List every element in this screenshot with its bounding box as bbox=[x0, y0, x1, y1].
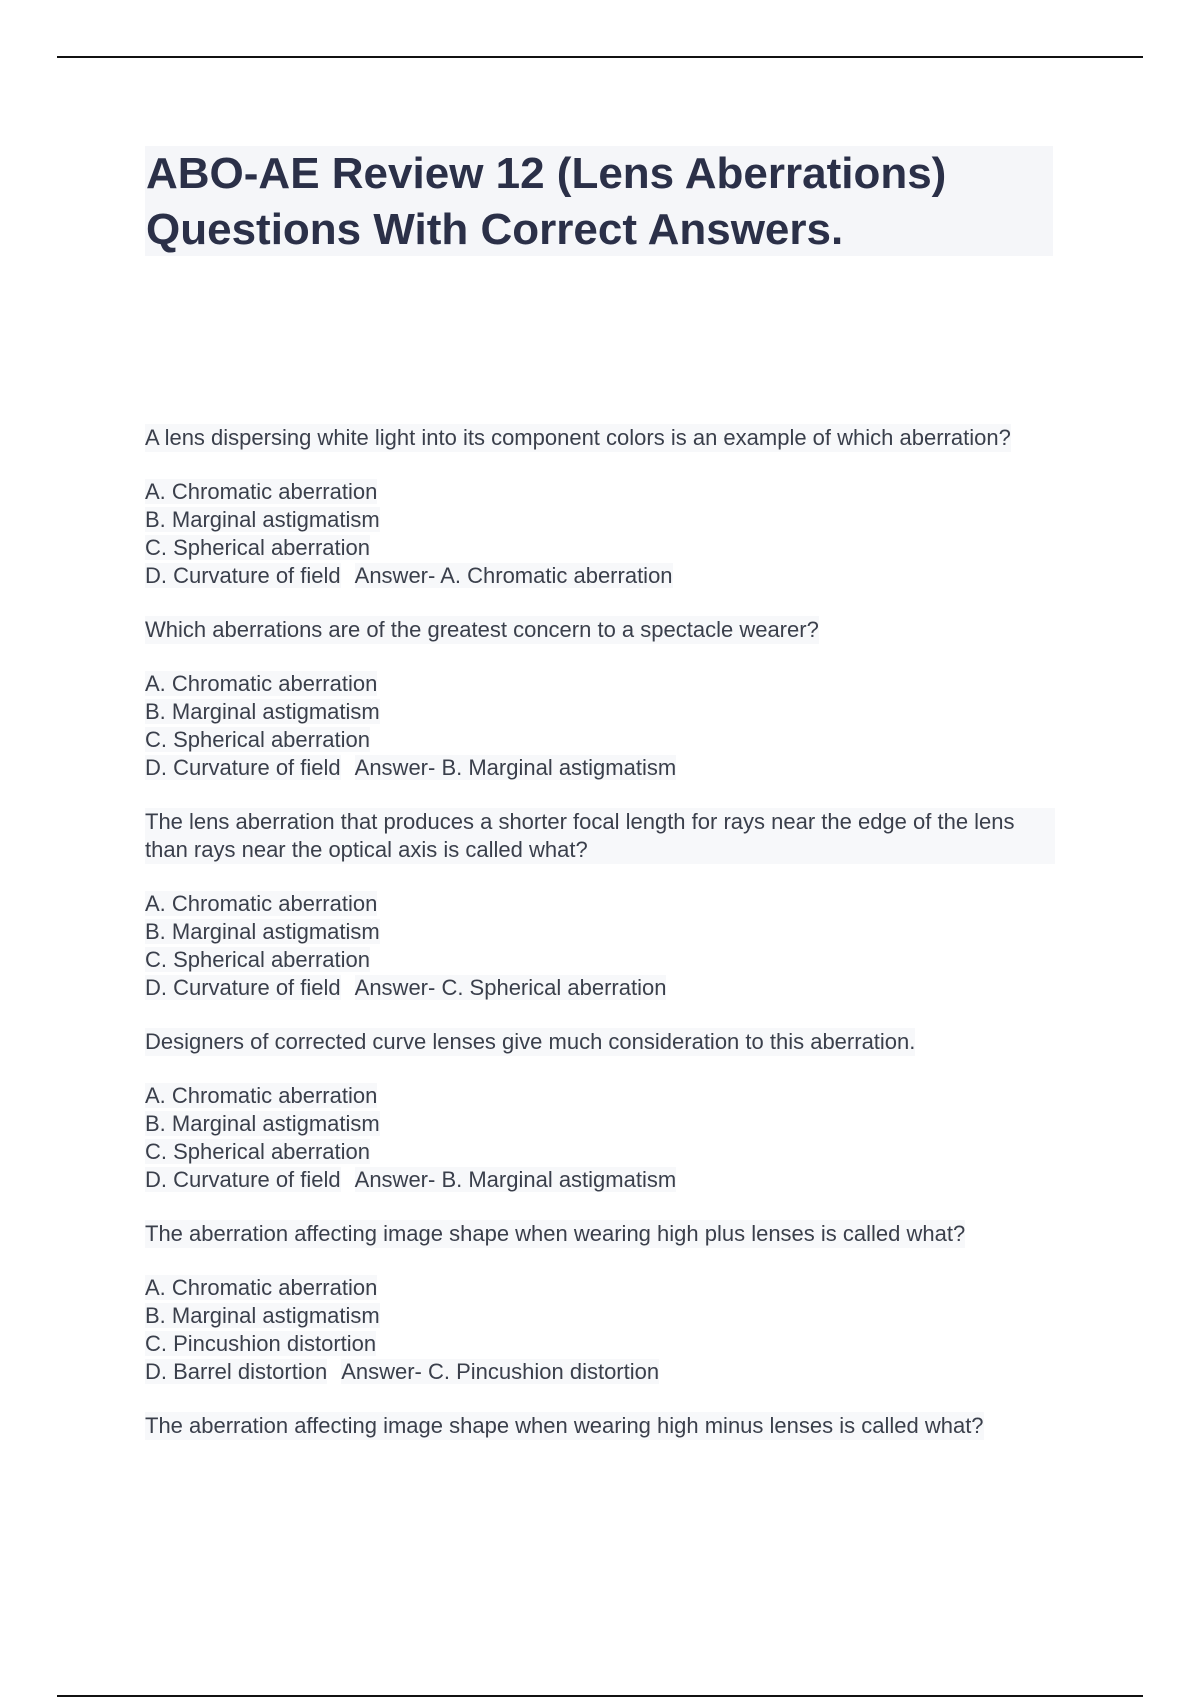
option-d: D. Curvature of field bbox=[145, 975, 341, 1000]
option-item bbox=[145, 1138, 1075, 1166]
option-a: A. Chromatic aberration bbox=[145, 1275, 378, 1300]
question-item bbox=[145, 1412, 1075, 1440]
question-list bbox=[145, 424, 1075, 1466]
option-list bbox=[145, 1274, 1075, 1386]
answer-text: Answer- C. Pincushion distortion bbox=[341, 1359, 660, 1384]
option-a: A. Chromatic aberration bbox=[145, 479, 378, 504]
option-item bbox=[145, 1302, 1075, 1330]
question-text: Designers of corrected curve lenses give much consideration to this aberration. bbox=[145, 1029, 916, 1054]
option-a: A. Chromatic aberration bbox=[145, 1083, 378, 1108]
option-item bbox=[145, 1358, 1075, 1386]
option-b: B. Marginal astigmatism bbox=[145, 919, 380, 944]
option-item bbox=[145, 534, 1075, 562]
answer-text: Answer- C. Spherical aberration bbox=[354, 975, 667, 1000]
option-item bbox=[145, 506, 1075, 534]
option-item bbox=[145, 562, 1075, 590]
option-c: C. Spherical aberration bbox=[145, 947, 371, 972]
option-item bbox=[145, 1274, 1075, 1302]
option-b: B. Marginal astigmatism bbox=[145, 1111, 380, 1136]
page-title bbox=[145, 146, 1053, 256]
question-item bbox=[145, 1028, 1075, 1194]
option-item bbox=[145, 890, 1075, 918]
question-text: Which aberrations are of the greatest concern to a spectacle wearer? bbox=[145, 617, 819, 642]
option-list bbox=[145, 890, 1075, 1002]
answer-text: Answer- B. Marginal astigmatism bbox=[354, 755, 677, 780]
option-item bbox=[145, 1166, 1075, 1194]
option-item bbox=[145, 918, 1075, 946]
option-item bbox=[145, 1082, 1075, 1110]
option-d: D. Curvature of field bbox=[145, 563, 341, 588]
option-c: C. Spherical aberration bbox=[145, 1139, 371, 1164]
question-text: A lens dispersing white light into its component colors is an example of which aberration? bbox=[145, 425, 1011, 450]
option-a: A. Chromatic aberration bbox=[145, 891, 378, 916]
option-item bbox=[145, 974, 1075, 1002]
option-item bbox=[145, 698, 1075, 726]
answer-text: Answer- A. Chromatic aberration bbox=[354, 563, 673, 588]
option-c: C. Spherical aberration bbox=[145, 535, 371, 560]
option-item bbox=[145, 670, 1075, 698]
option-c: C. Spherical aberration bbox=[145, 727, 371, 752]
option-a: A. Chromatic aberration bbox=[145, 671, 378, 696]
question-text: The lens aberration that produces a shorter focal length for rays near the edge of the lens than rays near the optical axis is called what? bbox=[145, 808, 1055, 864]
option-list bbox=[145, 478, 1075, 590]
bottom-rule bbox=[57, 1695, 1143, 1697]
title-line-2: Questions With Correct Answers. bbox=[146, 205, 844, 254]
answer-text: Answer- B. Marginal astigmatism bbox=[354, 1167, 677, 1192]
question-text: The aberration affecting image shape when wearing high minus lenses is called what? bbox=[145, 1413, 984, 1438]
option-item bbox=[145, 754, 1075, 782]
option-d: D. Curvature of field bbox=[145, 1167, 341, 1192]
option-list bbox=[145, 1082, 1075, 1194]
option-b: B. Marginal astigmatism bbox=[145, 699, 380, 724]
option-item bbox=[145, 1330, 1075, 1358]
option-b: B. Marginal astigmatism bbox=[145, 1303, 380, 1328]
option-d: D. Curvature of field bbox=[145, 755, 341, 780]
question-text: The aberration affecting image shape when wearing high plus lenses is called what? bbox=[145, 1221, 966, 1246]
question-item bbox=[145, 1220, 1075, 1386]
top-rule bbox=[57, 56, 1143, 58]
question-item bbox=[145, 808, 1075, 1002]
option-item bbox=[145, 726, 1075, 754]
title-line-1: ABO-AE Review 12 (Lens Aberrations) bbox=[146, 149, 947, 198]
option-item bbox=[145, 1110, 1075, 1138]
option-item bbox=[145, 478, 1075, 506]
option-list bbox=[145, 670, 1075, 782]
option-d: D. Barrel distortion bbox=[145, 1359, 328, 1384]
question-item bbox=[145, 424, 1075, 590]
option-c: C. Pincushion distortion bbox=[145, 1331, 377, 1356]
option-b: B. Marginal astigmatism bbox=[145, 507, 380, 532]
question-item bbox=[145, 616, 1075, 782]
option-item bbox=[145, 946, 1075, 974]
